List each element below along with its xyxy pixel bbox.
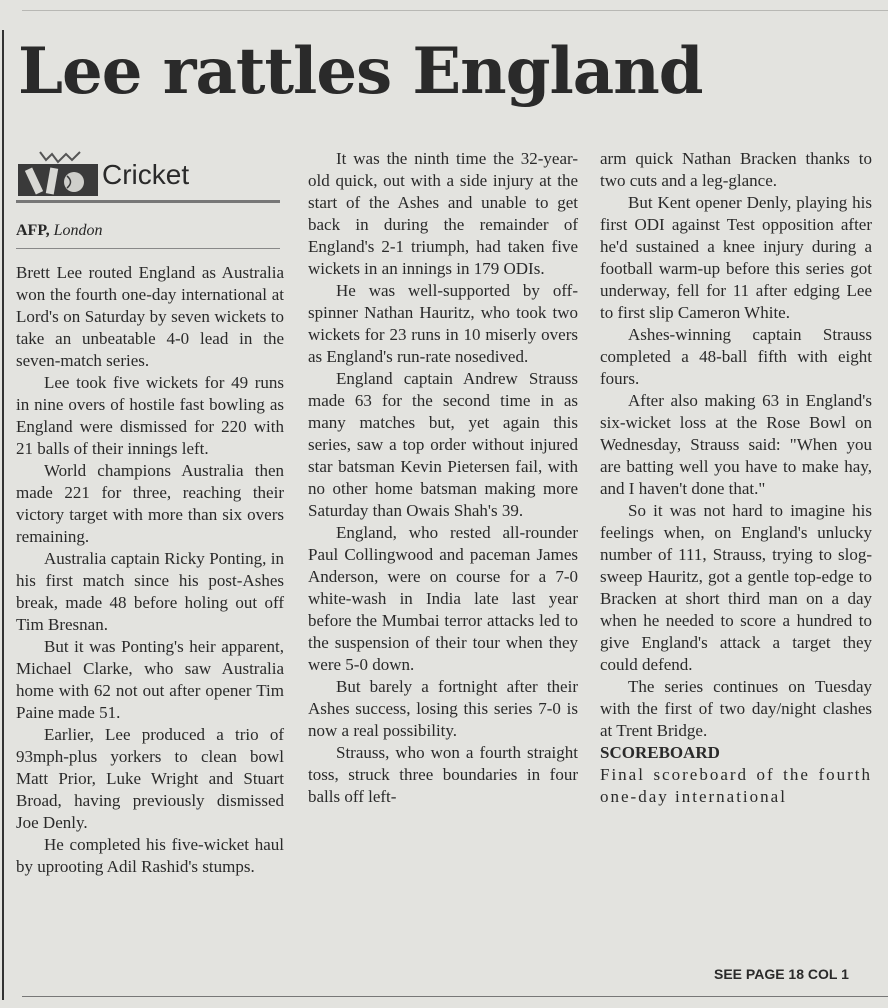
byline <box>16 218 280 249</box>
paragraph: It was the ninth time the 32-year-old quick, out with a side injury at the start of the Ashes and unable to get back in during the remainder of England's 2-1 triumph, had taken five wickets in an innings in 179 ODIs. <box>308 149 578 278</box>
paragraph: Strauss, who won a fourth straight toss, struck three boundaries in four balls off left- <box>308 743 578 806</box>
paragraph: Australia captain Ricky Ponting, in his first match since his post-Ashes break, made 48 before holing out off Tim Bresnan. <box>16 549 284 634</box>
section-label: Cricket <box>102 159 190 190</box>
paragraph: England captain Andrew Strauss made 63 for the second time in as many matches but, yet again this series, saw a top order without injured star batsman Kevin Pietersen fail, with no other home batsman making more Saturday than Owais Shah's 39. <box>308 369 578 520</box>
top-rule <box>22 10 888 11</box>
paragraph: Ashes-winning captain Strauss completed a 48-ball fifth with eight fours. <box>600 325 872 388</box>
paragraph: But barely a fortnight after their Ashes success, losing this series 7-0 is now a real possibility. <box>308 677 578 740</box>
cricket-bat-ball-icon <box>18 150 98 196</box>
byline-place: London <box>53 222 103 239</box>
continuation-note: SEE PAGE 18 COL 1 <box>714 966 849 982</box>
paragraph: But it was Ponting's heir apparent, Michael Clarke, who saw Australia home with 62 not out after opener Tim Paine made 51. <box>16 637 284 722</box>
paragraph: England, who rested all-rounder Paul Collingwood and paceman James Anderson, were on course for a 7-0 white-wash in India late last year before the Mumbai terror attacks led to the suspension of their tour when they were 5-0 down. <box>308 523 578 674</box>
paragraph: arm quick Nathan Bracken thanks to two cuts and a leg-glance. <box>600 149 872 190</box>
paragraph: Brett Lee routed England as Australia won the fourth one-day international at Lord's on Saturday by seven wickets to take an unbeatable 4-0 lead in the seven-match series. <box>16 263 284 370</box>
paragraph: World champions Australia then made 221 for three, reaching their victory target with more than six overs remaining. <box>16 461 284 546</box>
column-rule-left <box>2 30 4 1000</box>
byline-agency: AFP, <box>16 222 50 239</box>
headline: Lee rattles England <box>18 34 703 109</box>
paragraph: He was well-supported by off-spinner Nathan Hauritz, who took two wickets for 23 runs in 10 miserly overs as England's run-rate nosedived. <box>308 281 578 366</box>
paragraph: But Kent opener Denly, playing his first ODI against Test opposition after he'd sustained a knee injury during a football warm-up before this series got underway, fell for 11 after edging Lee to first slip Cameron White. <box>600 193 872 322</box>
paragraph: He completed his five-wicket haul by uprooting Adil Rashid's stumps. <box>16 835 284 876</box>
article-column-3 <box>600 148 872 808</box>
article-column-1 <box>16 262 284 878</box>
article-column-2 <box>308 148 578 808</box>
paragraph: The series continues on Tuesday with the first of two day/night clashes at Trent Bridge. <box>600 677 872 740</box>
scoreboard-text: Final scoreboard of the fourth one-day international <box>600 765 872 806</box>
scoreboard-heading: SCOREBOARD <box>600 743 720 762</box>
section-kicker <box>16 150 280 203</box>
paragraph: So it was not hard to imagine his feelings when, on England's unlucky number of 111, Strauss, trying to slog-sweep Hauritz, got a gentle top-edge to Bracken at short third man on a day when he needed to score a hundred to give England's attack a target they could defend. <box>600 501 872 674</box>
paragraph: Earlier, Lee produced a trio of 93mph-plus yorkers to clean bowl Matt Prior, Luke Wright and Stuart Broad, having previously dismissed Joe Denly. <box>16 725 284 832</box>
paragraph: After also making 63 in England's six-wicket loss at the Rose Bowl on Wednesday, Strauss said: "When you are batting well you have to make hay, and I haven't done that." <box>600 391 872 498</box>
bottom-rule <box>22 996 888 997</box>
paragraph: Lee took five wickets for 49 runs in nine overs of hostile fast bowling as England were dismissed for 220 with 21 balls of their innings left. <box>16 373 284 458</box>
